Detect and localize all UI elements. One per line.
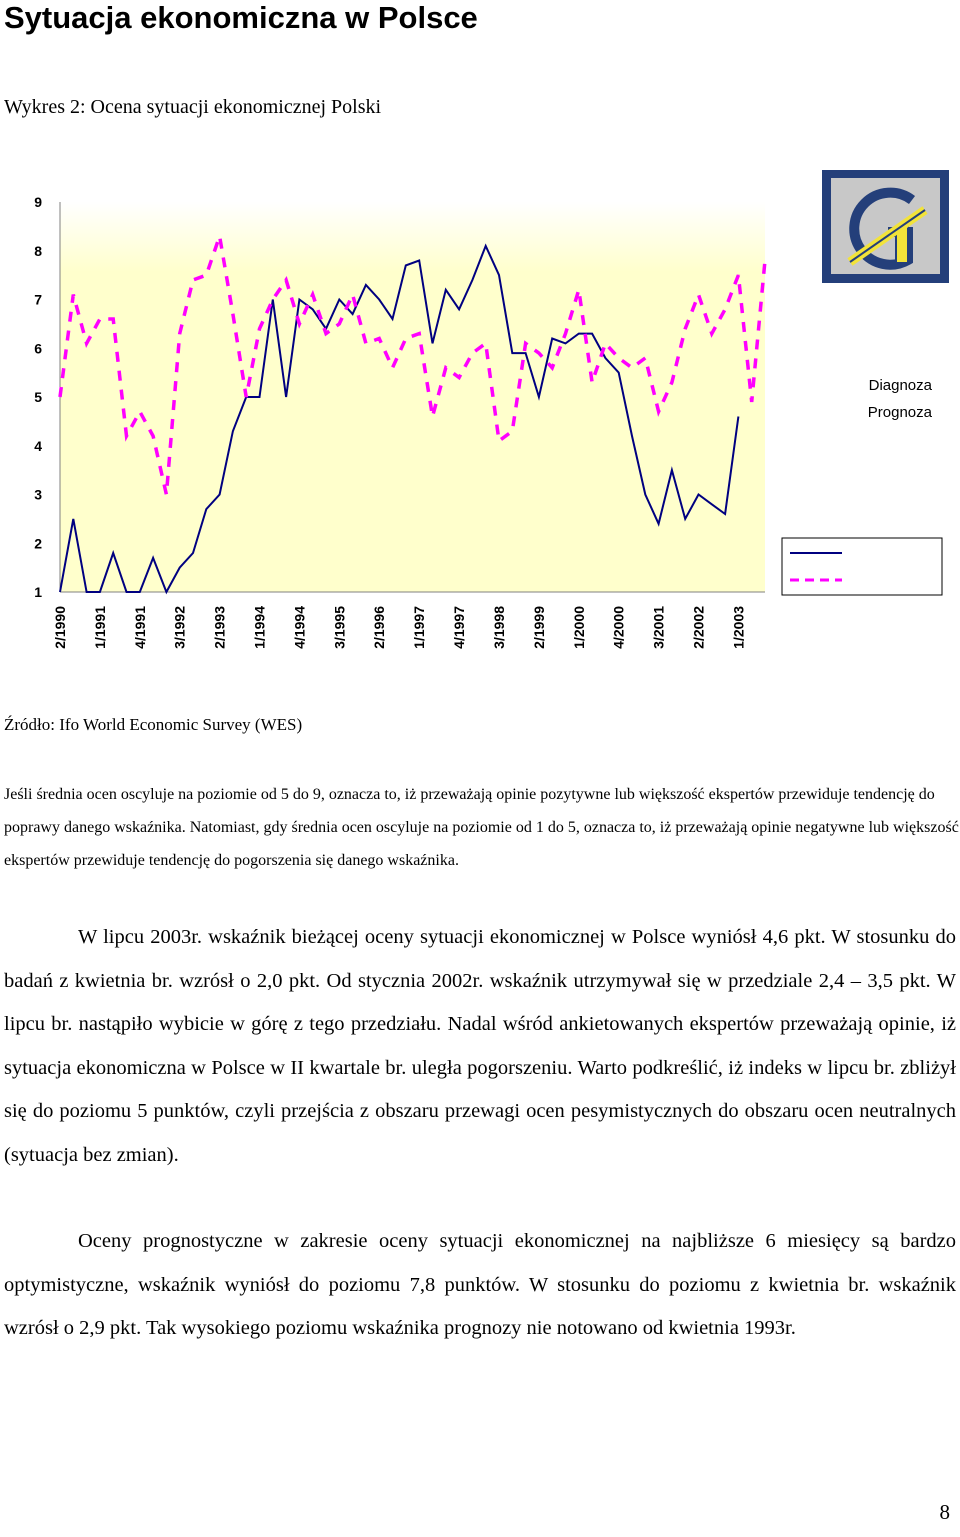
x-tick-label: 2/1999: [530, 606, 547, 649]
x-tick-label: 3/2001: [650, 606, 667, 649]
legend-label-prognoza: Prognoza: [867, 404, 932, 421]
x-tick-label: 2/1993: [211, 606, 228, 649]
y-tick-label: 4: [34, 437, 42, 454]
x-tick-label: 3/1995: [331, 606, 348, 649]
y-tick-label: 6: [34, 340, 42, 357]
y-tick-label: 1: [34, 584, 42, 600]
x-tick-label: 1/2003: [730, 606, 747, 649]
x-tick-label: 1/1997: [411, 606, 428, 649]
x-tick-label: 2/1996: [371, 606, 388, 649]
x-tick-label: 3/1992: [171, 606, 188, 649]
x-tick-label: 1/1994: [251, 606, 268, 649]
chart-source: Źródło: Ifo World Economic Survey (WES): [4, 715, 303, 734]
x-tick-label: 4/1997: [451, 606, 468, 649]
y-tick-label: 9: [34, 194, 42, 210]
ifo-logo: [822, 170, 949, 283]
legend-label-diagnoza: Diagnoza: [868, 377, 932, 394]
x-tick-label: 1/1991: [91, 606, 108, 649]
page-title: Sytuacja ekonomiczna w Polsce: [4, 0, 478, 35]
y-tick-label: 5: [34, 389, 42, 405]
x-tick-label: 2/1990: [52, 606, 68, 649]
y-tick-label: 2: [34, 535, 42, 552]
x-tick-label: 4/1991: [131, 606, 148, 649]
interpretation-note: Jeśli średnia ocen oscyluje na poziomie od 5 do 9, oznacza to, iż przeważają opinie pozytywne lub większość ekspertów przewiduje tendencję do poprawy danego wskaźnika. Natomiast, gdy średnia ocen oscyluje na poziomie od 1 do 5, oznacza to, iż przeważają opinie negatywne lub większość ekspertów przewiduje tendencję do pogorszenia się danego wskaźnika.: [4, 786, 959, 869]
y-tick-label: 7: [34, 291, 42, 308]
page-number: 8: [939, 1500, 950, 1524]
x-tick-label: 3/1998: [490, 606, 507, 649]
y-tick-label: 8: [34, 242, 42, 259]
x-tick-label: 4/1994: [291, 606, 308, 649]
chart-legend: [782, 538, 942, 595]
x-tick-label: 4/2000: [610, 606, 627, 649]
x-tick-label: 1/2000: [570, 606, 587, 649]
paragraph-current-assessment: W lipcu 2003r. wskaźnik bieżącej oceny sytuacji ekonomicznej w Polsce wyniósł 4,6 pkt. W stosunku do badań z kwietnia br. wzrósł o 2,0 pkt. Od stycznia 2002r. wskaźnik utrzymywał się w przedziale 2,4 – 3,5 pkt. W lipcu br. nastąpiło wybicie w górę z tego przedziału. Nadal wśród ankietowanych ekspertów przeważają opinie, iż sytuacja ekonomiczna w Polsce w II kwartale br. uległa pogorszeniu. Warto podkreślić, iż indeks w lipcu br. zbliżył się do poziomu 5 punktów, czyli przejścia z obszaru przewagi ocen pesymistycznych do obszaru ocen neutralnych (sytuacja bez zmian).: [4, 926, 956, 1166]
plot-area: [60, 202, 765, 592]
chart-caption: Wykres 2: Ocena sytuacji ekonomicznej Polski: [4, 96, 382, 118]
x-tick-label: 2/2002: [690, 606, 707, 649]
economic-situation-chart: [0, 170, 960, 670]
y-tick-label: 3: [34, 486, 42, 503]
paragraph-forecast: Oceny prognostyczne w zakresie oceny sytuacji ekonomicznej na najbliższe 6 miesięcy są bardzo optymistyczne, wskaźnik wyniósł do poziomu 7,8 punktów. W stosunku do poziomu z kwietnia br. wskaźnik wzrósł o 2,9 pkt. Tak wysokiego poziomu wskaźnika prognozy nie notowano od kwietnia 1993r.: [4, 1230, 956, 1339]
